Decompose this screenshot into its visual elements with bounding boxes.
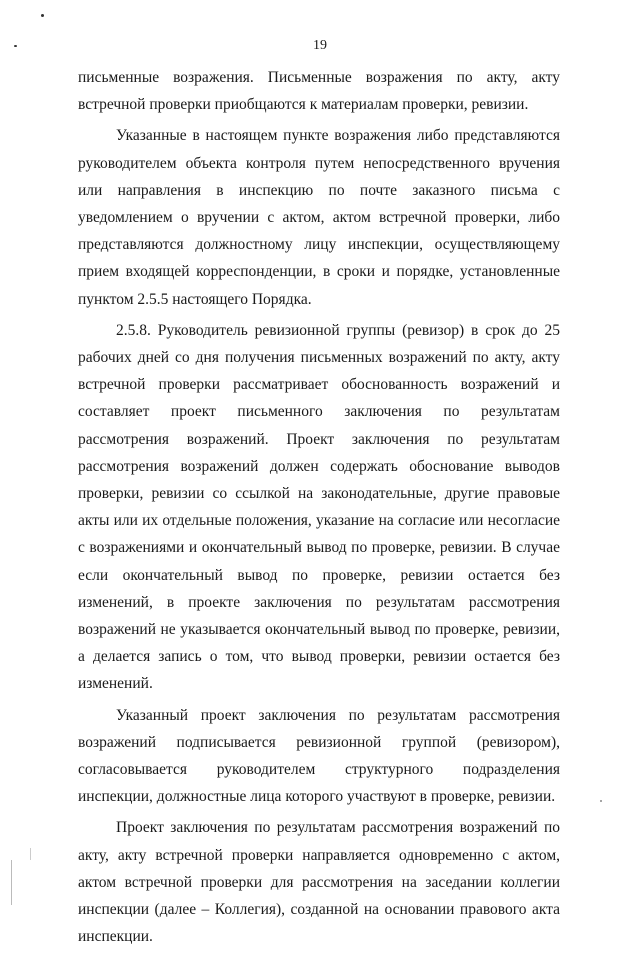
page-number: 19 (313, 38, 327, 53)
scan-speck (41, 14, 44, 17)
document-body (78, 64, 560, 955)
scan-edge-line (11, 860, 12, 905)
paragraph: Указанный проект заключения по результатам рассмотрения возражений подписывается ревизионной группой (ревизором), согласовывается руководителем структурного подразделения инспекции, должностные лица которого участвуют в проверке, ревизии. (78, 706, 560, 806)
scan-speck (600, 800, 602, 802)
paragraph: Проект заключения по результатам рассмотрения возражений по акту, акту встречной проверки направляется одновременно с актом, актом встречной проверки для рассмотрения на заседании коллегии инспекции (далее – Коллегия), созданной на основании правового акта инспекции. (78, 819, 560, 946)
paragraph: письменные возражения. Письменные возражения по акту, акту встречной проверки приобщаются к материалам проверки, ревизии. (78, 69, 560, 114)
paragraph: Указанные в настоящем пункте возражения либо представляются руководителем объекта контроля путем непосредственного вручения или направления в инспекцию по почте заказного письма с уведомлением о вручении с актом, актом встречной проверки, либо представляются должностному лицу инспекции, осуществляющему прием входящей корреспонденции, в сроки и порядке, установленные пунктом 2.5.5 настоящего Порядка. (78, 127, 560, 308)
paragraph: 2.5.8. Руководитель ревизионной группы (ревизор) в срок до 25 рабочих дней со дня получения письменных возражений по акту, акту встречной проверки рассматривает обоснованность возражений и составляет проект письменного заключения по результатам рассмотрения возражений. Проект заключения по результатам рассмотрения возражений должен содержать обоснование выводов проверки, ревизии со ссылкой на законодательные, другие правовые акты или их отдельные положения, указание на согласие или несогласие с возражениями и окончательный вывод по проверке, ревизии. В случае если окончательный вывод по проверке, ревизии остается без изменений, в проекте заключения по результатам рассмотрения возражений не указывается окончательный вывод по проверке, ревизии, а делается запись о том, что вывод проверки, ревизии остается без изменений. (78, 321, 560, 693)
scan-edge-line (30, 848, 31, 860)
